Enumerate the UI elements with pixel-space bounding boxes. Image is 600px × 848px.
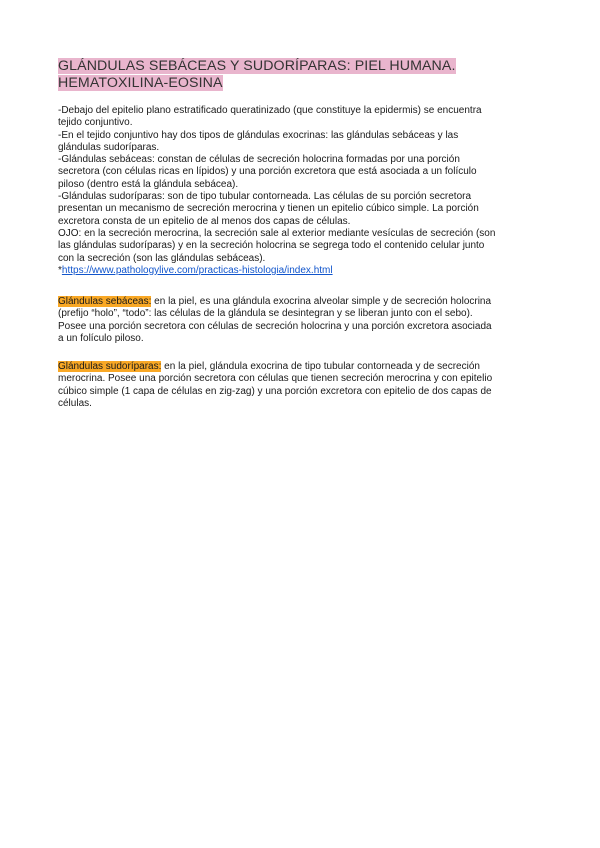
reference-line (58, 265, 548, 277)
notes-line: -Glándulas sebáceas: constan de células de secreción holocrina formadas por una porción (58, 154, 460, 166)
notes-line: piloso (dentro está la glándula sebácea). (58, 178, 239, 190)
notes-line: presentan un mecanismo de secreción merocrina y tienen un epitelio cúbico simple. La porción (58, 203, 479, 215)
notes-line: tejido conjuntivo. (58, 117, 133, 129)
notes-line: las glándulas sudoríparas) y en la secreción holocrina se segrega todo el contenido celular junto (58, 240, 485, 252)
link-prefix: * (58, 264, 62, 276)
page-title (58, 58, 458, 91)
pathologylive-link[interactable]: https://www.pathologylive.com/practicas-histologia/index.html (61, 264, 333, 276)
sebaceas-label: Glándulas sebáceas: (58, 296, 152, 307)
sudoriparas-first-line-text: en la piel, glándula exocrina de tipo tubular contorneada y de secreción (161, 361, 480, 372)
sebaceas-first-line (58, 296, 548, 308)
paragraph-line: (prefijo “holo”, “todo”: las células de la glándula se desintegran y se liberan junto con el sebo). (58, 308, 473, 320)
paragraph-line: merocrina. Posee una porción secretora con células que tienen secreción merocrina y con epitelio (58, 373, 493, 385)
title-line-1: GLÁNDULAS SEBÁCEAS Y SUDORÍPARAS: PIEL HUMANA. (58, 58, 456, 74)
notes-line: excretora consta de un epitelio de al menos dos capas de células. (58, 215, 351, 227)
notes-line: -Glándulas sudoríparas: son de tipo tubular contorneada. Las células de su porción secretora (58, 191, 472, 203)
notes-section (58, 105, 548, 277)
paragraph-line: cúbico simple (1 capa de células en zig-zag) y una porción excretora con epitelio de dos capas de (58, 385, 492, 397)
sudoriparas-paragraph (58, 361, 548, 410)
notes-line: -En el tejido conjuntivo hay dos tipos de glándulas exocrinas: las glándulas sebáceas y las (58, 129, 459, 141)
notes-line: -Debajo del epitelio plano estratificado queratinizado (que constituye la epidermis) se encuentra (58, 105, 482, 116)
title-line-2: HEMATOXILINA-EOSINA (58, 74, 223, 91)
notes-line: OJO: en la secreción merocrina, la secreción sale al exterior mediante vesículas de secreción (son (58, 227, 496, 239)
paragraph-line: células. (58, 397, 92, 409)
sebaceas-paragraph (58, 296, 548, 345)
sudoriparas-first-line (58, 361, 548, 373)
notes-line: secretora (con células ricas en lípidos) y una porción excretora que está asociada a un folículo (58, 166, 477, 178)
sebaceas-first-line-text: en la piel, es una glándula exocrina alveolar simple y de secreción holocrina (151, 296, 492, 307)
paragraph-line: a un folículo piloso. (58, 332, 144, 344)
notes-line: con la secreción (son las glándulas sebáceas). (58, 252, 266, 264)
sudoriparas-label: Glándulas sudoríparas: (58, 361, 162, 372)
notes-line: glándulas sudoríparas. (58, 141, 160, 153)
paragraph-line: Posee una porción secretora con células de secreción holocrina y una porción excretora asociada (58, 320, 492, 332)
